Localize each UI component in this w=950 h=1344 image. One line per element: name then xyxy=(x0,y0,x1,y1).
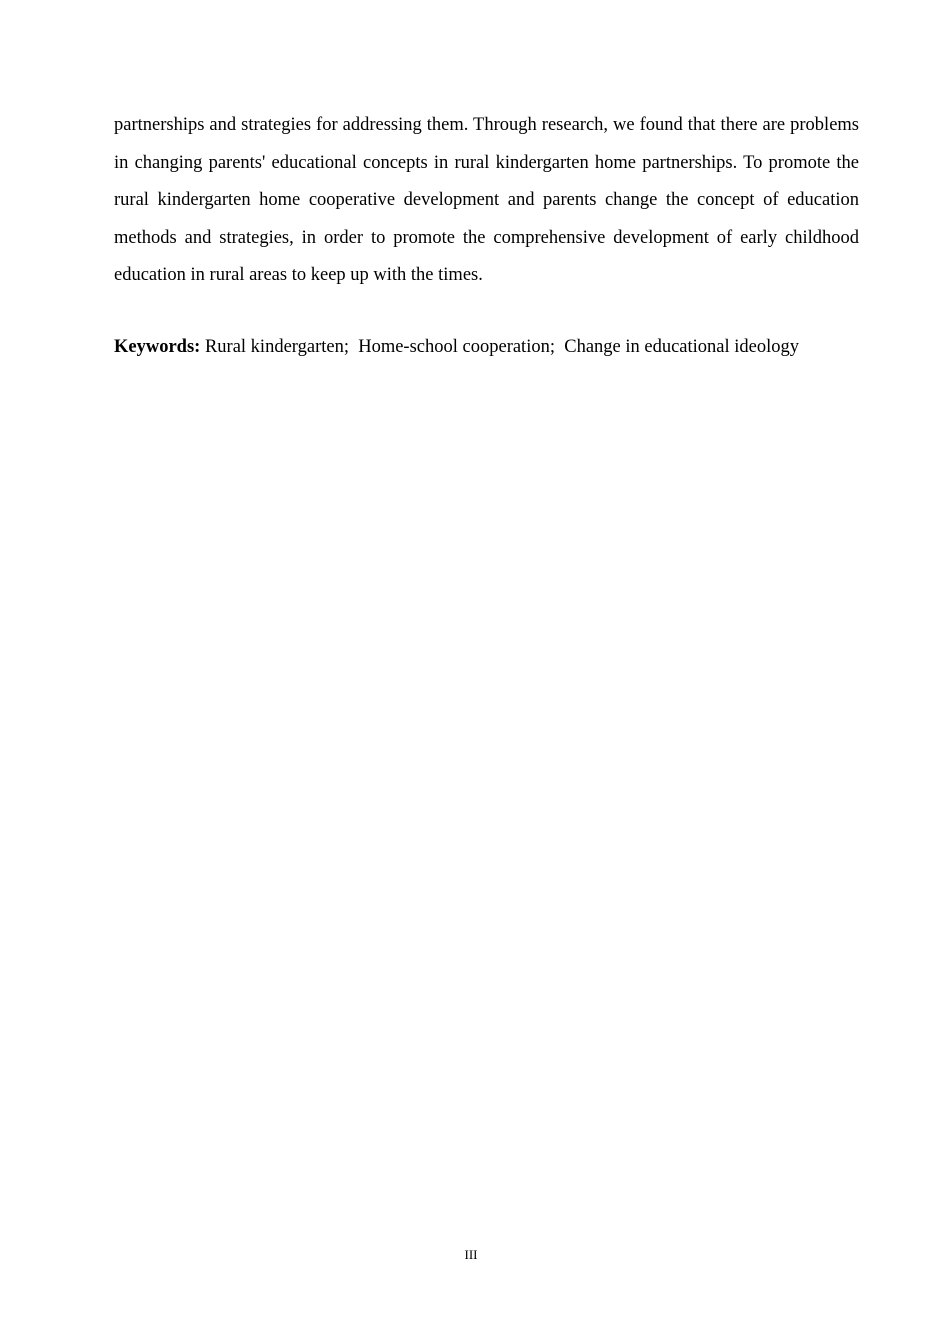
keywords-value: Rural kindergarten; Home-school cooperation; Change in educational ideology xyxy=(200,337,800,357)
abstract-paragraph: partnerships and strategies for addressing them. Through research, we found that there are problems in changing parents' educational concepts in rural kindergarten home partnerships. To promote the rural kindergarten home cooperative development and parents change the concept of education methods and strategies, in order to promote the comprehensive development of early childhood education in rural areas to keep up with the times. xyxy=(114,115,859,285)
keywords-line xyxy=(114,329,859,367)
page-number: III xyxy=(464,1247,478,1262)
keywords-label: Keywords: xyxy=(114,337,201,357)
